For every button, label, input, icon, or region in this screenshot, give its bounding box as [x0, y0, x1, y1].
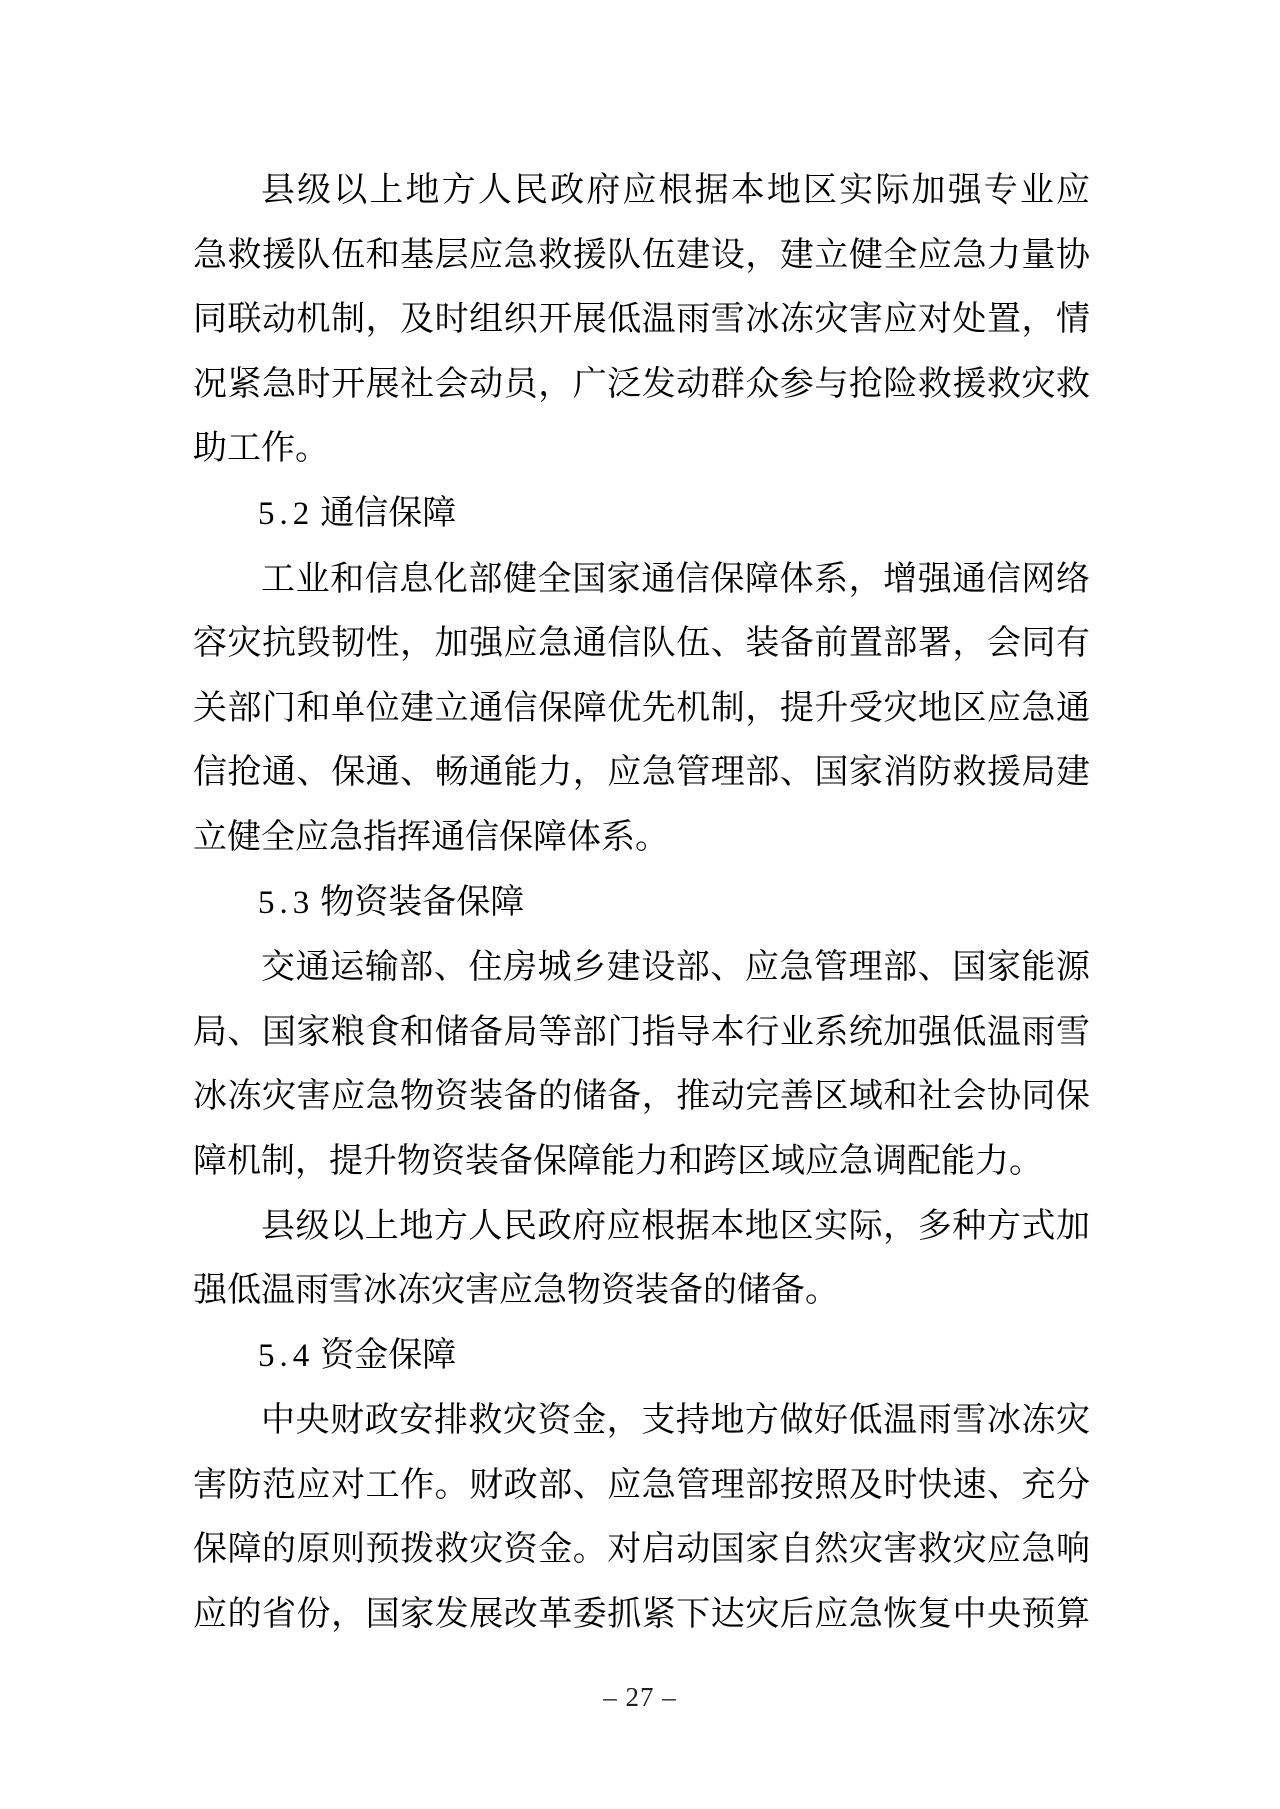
section-heading [193, 1323, 1090, 1389]
text-line: 工业和信息化部健全国家通信保障体系，增强通信网络 [261, 559, 1090, 598]
text-line: 局、国家粮食和储备局等部门指导本行业系统加强低温雨雪 [193, 1012, 1090, 1051]
text-line: 容灾抗毁韧性，加强应急通信队伍、装备前置部署，会同有 [193, 624, 1090, 663]
text-line: 县级以上地方人民政府应根据本地区实际加强专业应 [261, 171, 1090, 209]
text-line: 应的省份，国家发展改革委抓紧下达灾后应急恢复中央预算 [193, 1595, 1090, 1634]
text-line: 害防范应对工作。财政部、应急管理部按照及时快速、充分 [193, 1465, 1090, 1504]
section-number: 5.4 [258, 1337, 315, 1374]
text-line: 强低温雨雪冰冻灾害应急物资装备的储备。 [193, 1271, 839, 1310]
section-title: 资金保障 [320, 1335, 457, 1374]
text-line: 县级以上地方人民政府应根据本地区实际，多种方式加 [261, 1206, 1090, 1245]
text-line: 交通运输部、住房城乡建设部、应急管理部、国家能源 [261, 948, 1090, 987]
section-title: 通信保障 [320, 493, 457, 532]
text-line: 保障的原则预拨救灾资金。对启动国家自然灾害救灾应急响 [193, 1530, 1090, 1569]
text-line: 冰冻灾害应急物资装备的储备，推动完善区域和社会协同保 [193, 1077, 1090, 1116]
section-number: 5.2 [258, 495, 315, 532]
text-line: 中央财政安排救灾资金，支持地方做好低温雨雪冰冻灾 [261, 1401, 1090, 1440]
section-heading [193, 481, 1090, 547]
text-line: 助工作。 [193, 429, 329, 468]
text-line: 障机制，提升物资装备保障能力和跨区域应急调配能力。 [193, 1141, 1043, 1180]
text-line: 关部门和单位建立通信保障优先机制，提升受灾地区应急通 [193, 688, 1090, 727]
section-heading [193, 870, 1090, 936]
text-line: 急救援队伍和基层应急救援队伍建设，建立健全应急力量协 [193, 235, 1090, 274]
text-line: 同联动机制，及时组织开展低温雨雪冰冻灾害应对处置，情 [193, 300, 1090, 339]
text-line: 况紧急时开展社会动员，广泛发动群众参与抢险救援救灾救 [193, 364, 1090, 403]
section-number: 5.3 [258, 884, 315, 921]
section-title: 物资装备保障 [320, 882, 525, 921]
text-line: 立健全应急指挥通信保障体系。 [193, 817, 669, 856]
page-number: – 27 – [603, 1682, 677, 1712]
text-line: 信抢通、保通、畅通能力，应急管理部、国家消防救援局建 [193, 753, 1090, 792]
text-block [193, 0, 1090, 1647]
